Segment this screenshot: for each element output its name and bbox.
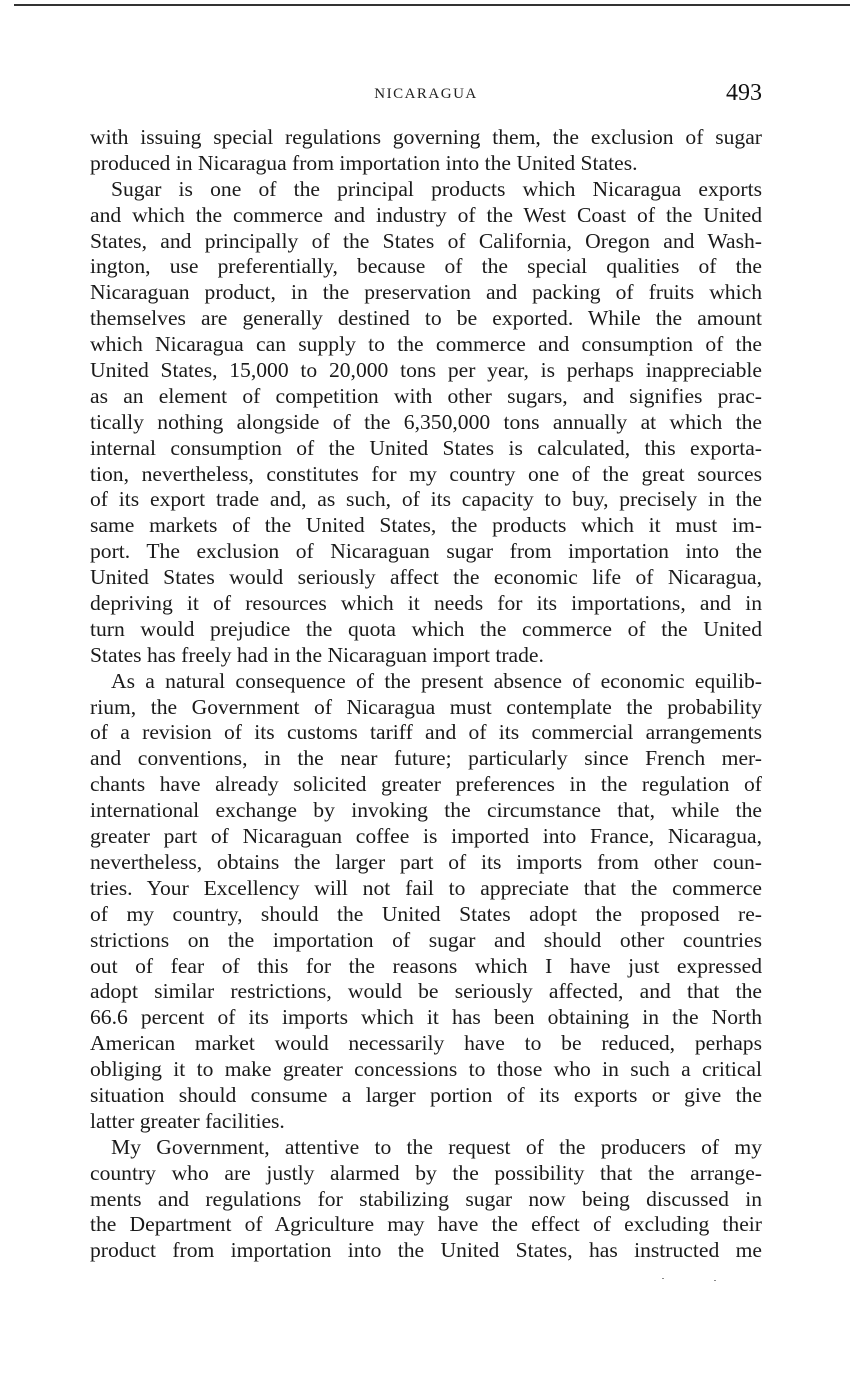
text-line: as an element of competition with other sugars, and signifies prac- — [90, 383, 762, 408]
running-title: NICARAGUA — [374, 86, 478, 102]
text-line: same markets of the United States, the products which it must im- — [90, 513, 762, 538]
text-line: nevertheless, obtains the larger part of its imports from other coun- — [90, 849, 762, 874]
text-line: out of fear of this for the reasons which I have just expressed — [90, 953, 762, 978]
text-line: chants have already solicited greater preferences in the regulation of — [90, 772, 762, 797]
text-line: country who are justly alarmed by the possibility that the arrange- — [90, 1160, 762, 1185]
text-line: of its export trade and, as such, of its capacity to buy, precisely in the — [90, 487, 762, 512]
text-line: product from importation into the United States, has instructed me — [90, 1238, 762, 1263]
text-line: produced in Nicaragua from importation into the United States. — [90, 150, 638, 175]
text-line: States has freely had in the Nicaraguan import trade. — [90, 642, 544, 667]
paragraph-first-line: My Government, attentive to the request of the producers of my — [111, 1134, 762, 1159]
text-line: internal consumption of the United States is calculated, this exporta- — [90, 435, 762, 460]
text-line: of my country, should the United States adopt the proposed re- — [90, 901, 762, 926]
text-line: tically nothing alongside of the 6,350,000 tons annually at which the — [90, 409, 762, 434]
scan-speck — [714, 1280, 716, 1281]
text-line: American market would necessarily have to be reduced, perhaps — [90, 1031, 762, 1056]
text-line: the Department of Agriculture may have the effect of excluding their — [90, 1212, 762, 1237]
text-line: which Nicaragua can supply to the commerce and consumption of the — [90, 332, 762, 357]
text-line: rium, the Government of Nicaragua must contemplate the probability — [90, 694, 762, 719]
page-number: 493 — [726, 80, 762, 106]
text-line: United States, 15,000 to 20,000 tons per year, is perhaps inappreciable — [90, 358, 762, 383]
text-line: international exchange by invoking the circumstance that, while the — [90, 798, 762, 823]
scan-specks — [662, 1276, 722, 1284]
text-line: obliging it to make greater concessions to those who in such a critical — [90, 1057, 762, 1082]
top-rule — [14, 4, 850, 6]
text-line: situation should consume a larger portion of its exports or give the — [90, 1082, 762, 1107]
text-line: ments and regulations for stabilizing sugar now being discussed in — [90, 1186, 762, 1211]
text-line: depriving it of resources which it needs for its importations, and in — [90, 591, 762, 616]
text-line: with issuing special regulations governing them, the exclusion of sugar — [90, 125, 762, 149]
text-line: tion, nevertheless, constitutes for my country one of the great sources — [90, 461, 762, 486]
text-line: and which the commerce and industry of the West Coast of the United — [90, 202, 762, 227]
text-line: tries. Your Excellency will not fail to appreciate that the commerce — [90, 875, 762, 900]
text-line: latter greater facilities. — [90, 1108, 285, 1133]
text-line: ington, use preferentially, because of the special qualities of the — [90, 254, 762, 279]
text-line: adopt similar restrictions, would be seriously affected, and that the — [90, 979, 762, 1004]
paragraph-first-line: As a natural consequence of the present absence of economic equilib- — [111, 668, 762, 693]
text-line: port. The exclusion of Nicaraguan sugar from importation into the — [90, 539, 762, 564]
text-line: of a revision of its customs tariff and of its commercial arrangements — [90, 720, 762, 745]
text-line: Nicaraguan product, in the preservation and packing of fruits which — [90, 280, 762, 305]
text-line: themselves are generally destined to be exported. While the amount — [90, 306, 762, 331]
running-head — [90, 80, 762, 108]
text-line: States, and principally of the States of California, Oregon and Wash- — [90, 228, 762, 253]
text-line: greater part of Nicaraguan coffee is imported into France, Nicaragua, — [90, 824, 762, 849]
scan-speck — [662, 1278, 664, 1279]
text-line: 66.6 percent of its imports which it has been obtaining in the North — [90, 1005, 762, 1030]
text-line: turn would prejudice the quota which the commerce of the United — [90, 616, 762, 641]
body-text — [90, 125, 762, 1264]
paragraph-first-line: Sugar is one of the principal products which Nicaragua exports — [111, 176, 762, 201]
text-line: and conventions, in the near future; particularly since French mer- — [90, 746, 762, 771]
text-line: United States would seriously affect the economic life of Nicaragua, — [90, 565, 762, 590]
text-line: strictions on the importation of sugar and should other countries — [90, 927, 762, 952]
